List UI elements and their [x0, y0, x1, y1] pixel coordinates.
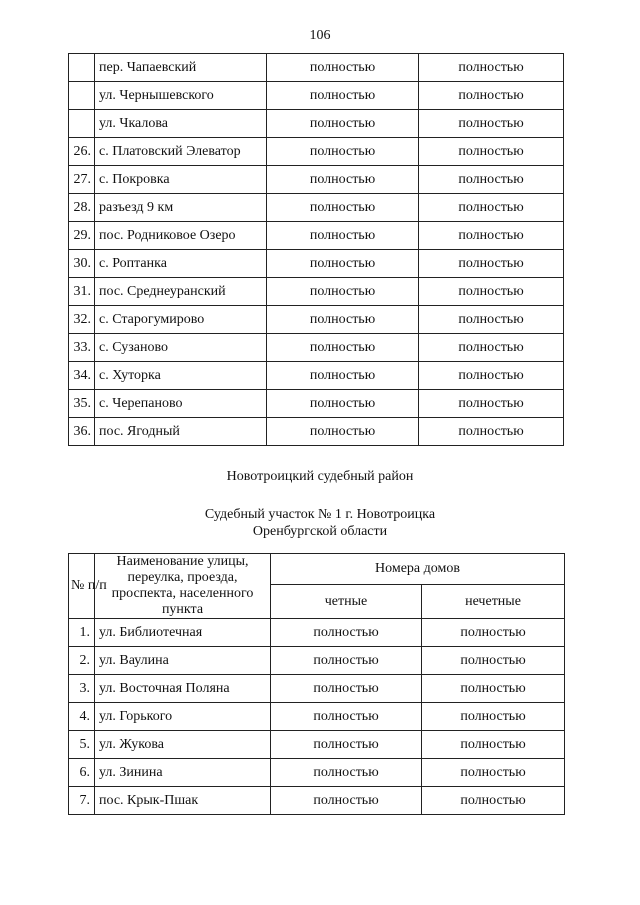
row-odd: полностью	[419, 194, 564, 222]
row-even: полностью	[271, 731, 422, 759]
table-row	[69, 362, 564, 390]
header-row-1	[69, 554, 565, 585]
row-name: ул. Ваулина	[95, 647, 271, 675]
row-odd: полностью	[419, 110, 564, 138]
row-odd: полностью	[419, 390, 564, 418]
row-number: 32.	[69, 306, 95, 334]
row-number: 34.	[69, 362, 95, 390]
row-even: полностью	[267, 418, 419, 446]
row-even: полностью	[267, 390, 419, 418]
row-number: 4.	[69, 703, 95, 731]
row-number: 28.	[69, 194, 95, 222]
table-header	[69, 554, 565, 619]
row-number: 6.	[69, 759, 95, 787]
table-row	[69, 54, 564, 82]
row-name: с. Старогумирово	[95, 306, 267, 334]
streets-table-body	[69, 619, 565, 815]
row-number: 31.	[69, 278, 95, 306]
row-name: пос. Родниковое Озеро	[95, 222, 267, 250]
court-title-line-2: Оренбургской области	[252, 524, 388, 539]
table-row	[69, 675, 565, 703]
row-even: полностью	[267, 194, 419, 222]
row-number: 33.	[69, 334, 95, 362]
row-odd: полностью	[419, 138, 564, 166]
row-name: пос. Ягодный	[95, 418, 267, 446]
row-name: с. Хуторка	[95, 362, 267, 390]
row-name: ул. Чернышевского	[95, 82, 267, 110]
table-row	[69, 222, 564, 250]
row-name: пос. Крык-Пшак	[95, 787, 271, 815]
header-odd: нечетные	[422, 585, 565, 619]
table-row	[69, 82, 564, 110]
row-even: полностью	[267, 82, 419, 110]
table-row	[69, 418, 564, 446]
streets-table-body	[69, 54, 564, 446]
row-even: полностью	[267, 250, 419, 278]
row-name: пер. Чапаевский	[95, 54, 267, 82]
row-name: ул. Зинина	[95, 759, 271, 787]
row-even: полностью	[267, 278, 419, 306]
row-odd: полностью	[422, 759, 565, 787]
table-row	[69, 759, 565, 787]
page-number: 106	[309, 28, 331, 43]
row-number: 1.	[69, 619, 95, 647]
novotroitsk-streets-table	[68, 553, 565, 815]
district-title: Новотроицкий судебный район	[226, 469, 414, 484]
row-odd: полностью	[422, 647, 565, 675]
table-row	[69, 166, 564, 194]
row-odd: полностью	[419, 54, 564, 82]
row-odd: полностью	[419, 278, 564, 306]
row-number	[69, 82, 95, 110]
row-name: разъезд 9 км	[95, 194, 267, 222]
row-even: полностью	[267, 222, 419, 250]
row-name: пос. Среднеуранский	[95, 278, 267, 306]
header-house-numbers: Номера домов	[271, 554, 565, 585]
row-even: полностью	[271, 647, 422, 675]
table-row	[69, 731, 565, 759]
table-row	[69, 110, 564, 138]
table-row	[69, 194, 564, 222]
row-number: 7.	[69, 787, 95, 815]
row-odd: полностью	[419, 418, 564, 446]
row-number: 35.	[69, 390, 95, 418]
table-row	[69, 138, 564, 166]
row-odd: полностью	[422, 703, 565, 731]
row-number	[69, 110, 95, 138]
row-odd: полностью	[419, 250, 564, 278]
row-odd: полностью	[419, 306, 564, 334]
row-even: полностью	[267, 306, 419, 334]
row-name: ул. Чкалова	[95, 110, 267, 138]
row-odd: полностью	[422, 675, 565, 703]
row-name: ул. Восточная Поляна	[95, 675, 271, 703]
table-row	[69, 390, 564, 418]
table-row	[69, 703, 565, 731]
table-row	[69, 787, 565, 815]
row-number: 36.	[69, 418, 95, 446]
row-even: полностью	[271, 759, 422, 787]
row-odd: полностью	[422, 731, 565, 759]
row-number	[69, 54, 95, 82]
row-even: полностью	[267, 166, 419, 194]
row-name: с. Платовский Элеватор	[95, 138, 267, 166]
row-even: полностью	[271, 675, 422, 703]
row-even: полностью	[271, 619, 422, 647]
row-even: полностью	[267, 54, 419, 82]
row-name: с. Покровка	[95, 166, 267, 194]
row-even: полностью	[271, 703, 422, 731]
table-row	[69, 619, 565, 647]
row-name: с. Сузаново	[95, 334, 267, 362]
row-number: 30.	[69, 250, 95, 278]
row-even: полностью	[267, 362, 419, 390]
row-odd: полностью	[419, 362, 564, 390]
row-name: ул. Библиотечная	[95, 619, 271, 647]
court-section-title	[0, 506, 640, 540]
row-even: полностью	[271, 787, 422, 815]
table-row	[69, 306, 564, 334]
row-odd: полностью	[422, 619, 565, 647]
row-odd: полностью	[419, 334, 564, 362]
header-name: Наименование улицы, переулка, проезда, проспекта, населенного пункта	[95, 554, 271, 619]
row-even: полностью	[267, 334, 419, 362]
row-number: 5.	[69, 731, 95, 759]
row-name: ул. Жукова	[95, 731, 271, 759]
header-number: № п/п	[69, 554, 95, 619]
row-number: 29.	[69, 222, 95, 250]
row-name: ул. Горького	[95, 703, 271, 731]
row-even: полностью	[267, 110, 419, 138]
table-row	[69, 250, 564, 278]
header-even: четные	[271, 585, 422, 619]
row-odd: полностью	[419, 166, 564, 194]
row-number: 3.	[69, 675, 95, 703]
row-number: 2.	[69, 647, 95, 675]
row-odd: полностью	[419, 82, 564, 110]
row-odd: полностью	[422, 787, 565, 815]
row-number: 27.	[69, 166, 95, 194]
table-row	[69, 278, 564, 306]
row-odd: полностью	[419, 222, 564, 250]
row-name: с. Черепаново	[95, 390, 267, 418]
row-name: с. Роптанка	[95, 250, 267, 278]
table-row	[69, 334, 564, 362]
court-title-line-1: Судебный участок № 1 г. Новотроицка	[204, 507, 436, 522]
table-row	[69, 647, 565, 675]
row-even: полностью	[267, 138, 419, 166]
row-number: 26.	[69, 138, 95, 166]
streets-table-continued	[68, 53, 564, 446]
